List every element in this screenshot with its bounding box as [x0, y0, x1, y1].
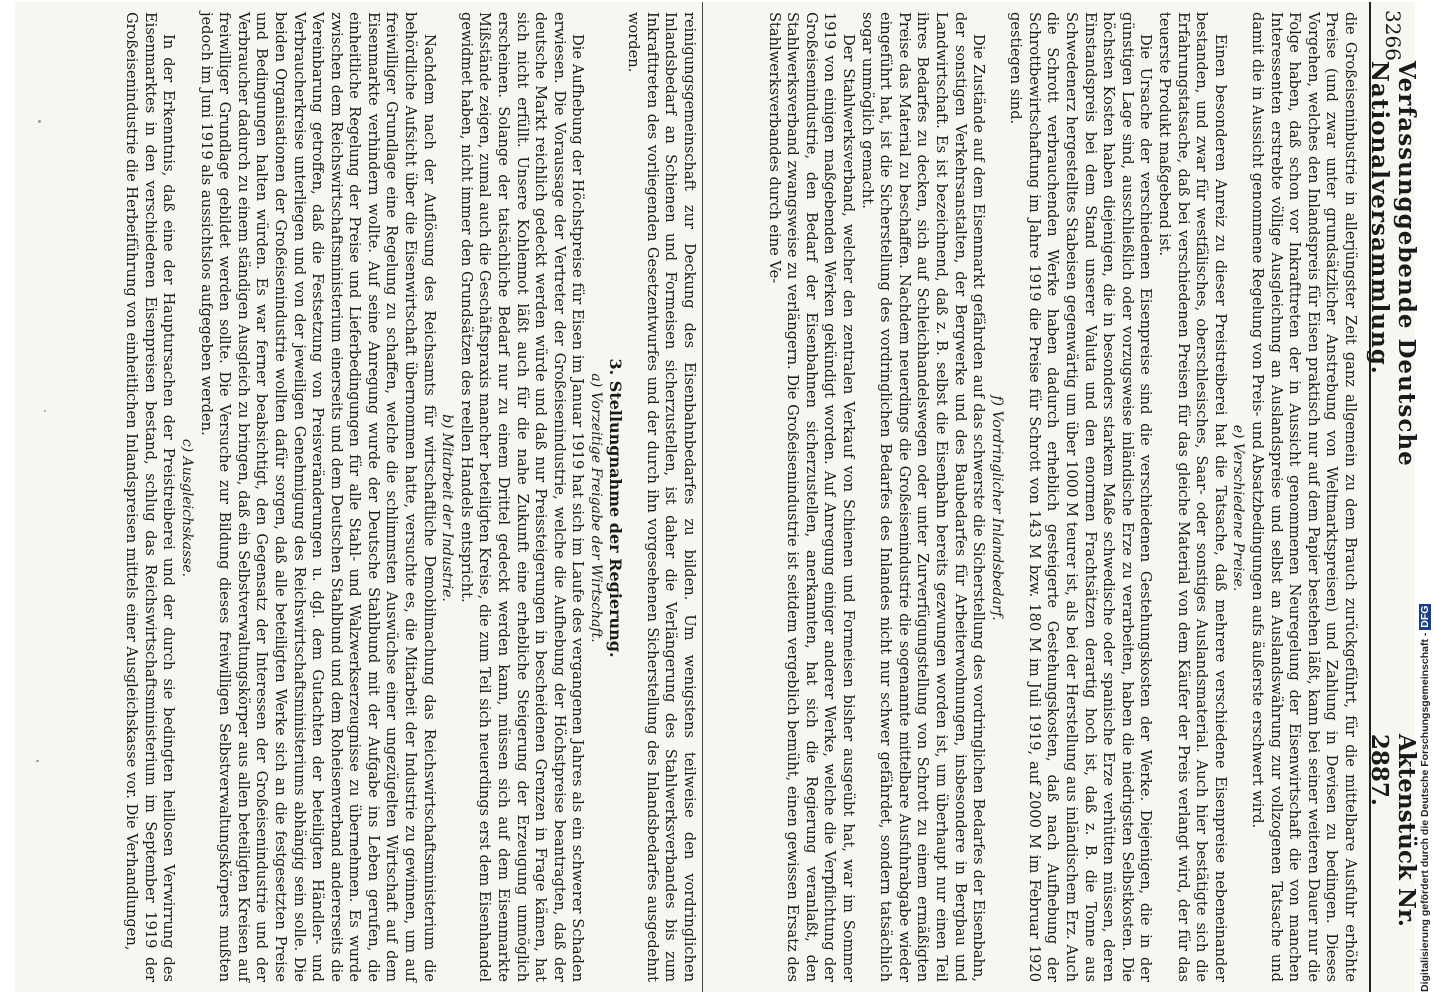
digitization-note-text: Digitalisierung gefördert durch die Deutsche Forschungsgemeinschaft -	[1419, 632, 1431, 992]
page-header	[1366, 2, 1420, 992]
paragraph: Die Aufhebung der Höchstpreise für Eisen im Januar 1919 hat sich im Laufe des vergangenen Jahres als ein schwerer Schaden erwiesen. Die Voraussage der Vertreter der Großeisenindustrie, welche die Aufhebung der Höchstpreise beantragten, daß der deutsche Markt reichlich gedeckt werden würde und daß nur Preissteigerungen in bescheidenen Grenzen in Frage kämen, hat sich nicht erfüllt. Unsere Kohlennot läßt auch für die nahe Zukunft eine erhebliche Steigerung der Erzeugung unmöglich erscheinen. Solange der tatsächliche Bedarf nur zu einem Drittel gedeckt werden kann, müssen sich auf dem Eisenmarkte Mißstände zeigen, zumal auch die Geschäftspraxis mancher beteiligten Kreise, die zum Teil sich neuerdings erst dem Eisenhandel gewidmet haben, nicht immer den Grundsätzen des reellen Handels entspricht.	[457, 12, 587, 982]
digitization-footer	[1418, 6, 1432, 996]
text-columns	[33, 2, 1363, 992]
column-left	[703, 2, 1363, 992]
paragraph: Einen besonderen Anreiz zu dieser Preistreiberei hat die Tatsache, daß mehrere verschiedene Eisenpreise nebeneinander bestanden, und zwar für westfälisches, oberschlesisches, Saar- oder sonstiges Auslandsmaterial. Auch hier bestätigte sich die Erfahrungstatsache, daß bei verschiedenen Preisen für das gleiche Material von dem Käufer der Preis verlangt wird, der für das teuerste Produkt maßgebend ist.	[1156, 12, 1229, 982]
paragraph: reinigungsgemeinschaft zur Deckung des Eisenbahnbedarfes zu bilden. Um wenigstens teilweise den vordringlichen Inlandsbedarf an Schienen und Formeisen sicherzustellen, ist daher die Verlängerung des Stahlwerksverbandes bis zum Inkrafttreten des vorliegenden Gesetzentwurfes und der durch ihn vorgesehenen Sicherstellung des Inlandsbedarfes ausgedehnt worden.	[625, 12, 698, 982]
document-page	[15, 2, 1420, 992]
section-heading: e) Verschiedene Preise.	[1230, 424, 1247, 592]
document-number: Aktenstück Nr. 2887.	[1366, 733, 1420, 927]
paragraph: In der Erkenntnis, daß eine der Hauptursachen der Preistreiberei und der durch sie bedingten heillosen Verwirrung des Eisenmarktes in den verschiedenen Eisenpreisen bestand, schlug das Reichswirtschaftsministerium im September 1919 der Großeisenindustrie die Herbeiführung von einheitlichen Inlandspreisen mittels einer Ausgleichskasse vor. Die Verhandlungen,	[123, 12, 178, 982]
paragraph: Der Stahlwerksverband, welcher den zentralen Verkauf von Schienen und Formeisen bisher ausgeübt hat, war im Sommer 1919 von einigen maßgebenden Werken gekündigt worden. Auf Anregung einiger anderer Werke, welche die Verpflichtung der Großeisenindustrie, den Bedarf der Eisenbahnen sicherzustellen, anerkannten, hat sich die Regierung veranlaßt, den Stahlwerksverband zwangsweise zu verlängern. Die Großeisenindustrie ist seitdem vergeblich bemüht, einen gewissen Ersatz des Stahlwerksverbandes durch eine Ve-	[765, 12, 857, 982]
section-heading-major: 3. Stellungnahme der Regierung.	[605, 358, 625, 658]
section-heading: f) Vordringlicher Inlandsbedarf.	[988, 395, 1005, 621]
paragraph: Die Zustände auf dem Eisenmarkt gefährden auf das schwerste die Sicherstellung des vordringlichen Bedarfes der Eisenbahn, der sonstigen Verkehrsanstalten, der Bergwerke und des Baubedarfes für Arbeiterwohnungen, insbesondere in Bergbau und Landwirtschaft. Es ist bezeichnend, daß z. B. selbst die Eisenbahn bereits gezwungen worden ist, um überhaupt nur einen Teil ihres Bedarfes zu decken, sich auf Schleichhandelswegen oder unter Zurverfügungstellung von Schrott zu einem ermäßigten Preise das Material zu beschaffen. Nachdem neuerdings die Großeisenindustrie die sogenannte mittelbare Ausfuhrabgabe wieder eingeführt hat, ist die Sicherstellung des vordringlichen Bedarfes des Inlandes nicht nur schwer gefährdet, sondern tatsächlich sogar unmöglich gemacht.	[858, 12, 988, 982]
scan-speck	[44, 410, 46, 412]
column-right	[43, 2, 703, 992]
section-heading: b) Mitarbeit der Industrie.	[439, 414, 456, 602]
digitization-note	[1418, 2, 1432, 996]
running-title: Verfassunggebende Deutsche Nationalversammlung.	[1366, 60, 1420, 467]
section-heading: a) Vorzeitige Freigabe der Wirtschaft.	[588, 373, 605, 643]
paragraph: die Großeiseninbustrie in allerjüngster Zeit ganz allgemein zu dem Brauch zurückgeführt, für die mittelbare Ausfuhr erhöhte Preise (und zwar unter grundsätzlicher Anstrebung von Weltmarktspreisen) und Zahlung in Devisen zu bedingen. Dieses Vorgehen, welches den Inlandspreis für Eisen praktisch nur auf dem Papier bestehen läßt, kann bei seiner weiteren Dauer nur die Folge haben, daß schon vor Inkrafttreten der in Aussicht genommenen Neuregelung der Eisenwirtschaft die von manchen Interessenten erstrebte völlige Ausgleichung an Auslandspreise und selbst an Auslandswährung zur vollzogenen Tatsache und damit die in Aussicht genommene Regelung von Preis- und Absatzbedingungen aufs äußerste erschwert wird.	[1249, 12, 1359, 982]
paragraph: Nachdem nach der Auflösung des Reichsamts für wirtschaftliche Demobilmachung das Reichswirtschaftsministerium die behördliche Aufsicht über die Eisenwirtschaft übernommen hatte, versuchte es, die Mitarbeit der Industrie zu gewinnen, um auf freiwilliger Grundlage eine Regelung zu schaffen, welche die schlimmsten Auswüchse einer ungezügelten Wirtschaft auf dem Eisenmarkte verhindern wollte. Auf seine Anregung wurde der Deutsche Stahlbund mit der Aufgabe ins Leben gerufen, die einheitliche Regelung der Preise und Lieferbedingungen für alle Stahl- und Walzwerkserzeugnisse zu übernehmen. Es wurde zwischen dem Reichswirtschaftsministerium einerseits und dem Deutschen Stahlbund und dem Roheisenverband andererseits die Vereinbarung getroffen, daß die Festsetzung von Preisveränderungen u. dgl. dem Gutachten der beteiligten Händler- und Verbraucherkreise unterliegen und von der jeweiligen Genehmigung des Reichswirtschaftsministeriums abhängig sein solle. Die beiden Organisationen der Großeisenindustrie wollten dafür sorgen, daß alle beteiligten Werke sich an die festgesetzten Preise und Bedingungen halten würden. Es war ferner beabsichtigt, den Gegensatz der Interessen der Großeisenindustrie und der Verbraucher dadurch zu einem ständigen Ausgleich zu bringen, daß ein Selbstverwaltungskörper aus allen beteiligten Kreisen auf freiwilliger Grundlage gebildet werden sollte. Die Versuche zur Bildung dieses freiwilligen Selbstverwaltungskörpers mußten jedoch im Juni 1919 als aussichtslos aufgegeben werden.	[197, 12, 438, 982]
section-heading: c) Ausgleichskasse.	[178, 438, 195, 578]
dfg-logo: DFG	[1419, 605, 1431, 628]
scan-speck	[38, 120, 41, 123]
page-number: 3266	[1381, 10, 1405, 61]
scan-speck	[36, 760, 39, 762]
paragraph: Die Ursache der verschiedenen Eisenpreise sind die verschiedenen Gestehungskosten der Werke. Diejenigen, die in der günstigen Lage sind, ausschließlich oder vorzugsweise inländische Erze zu verarbeiten, haben die niedrigsten Selbstkosten. Die höchsten Kosten haben diejenigen, die in besonders starkem Maße schwedische oder spanische Erze verhütten müssen, deren Einstandspreis bei dem Stand unserer Valuta und den enormen Frachtsätzen derartig hoch ist, daß z. B. die Tonne aus Schwedenerz hergestelltes Stabeisen gegenwärtig um über 1000 M teurer ist, als bei der Herstellung aus inländischem Erz. Auch die Schrott verbrauchenden Werke haben dadurch erheblich gesteigerte Gestehungskosten, daß nach Aufhebung der Schrottbewirtschaftung im Jahre 1919 die Preise für Schrott von 143 M bzw. 180 M im Juli 1919, auf 2000 M im Februar 1920 gestiegen sind.	[1007, 12, 1155, 982]
